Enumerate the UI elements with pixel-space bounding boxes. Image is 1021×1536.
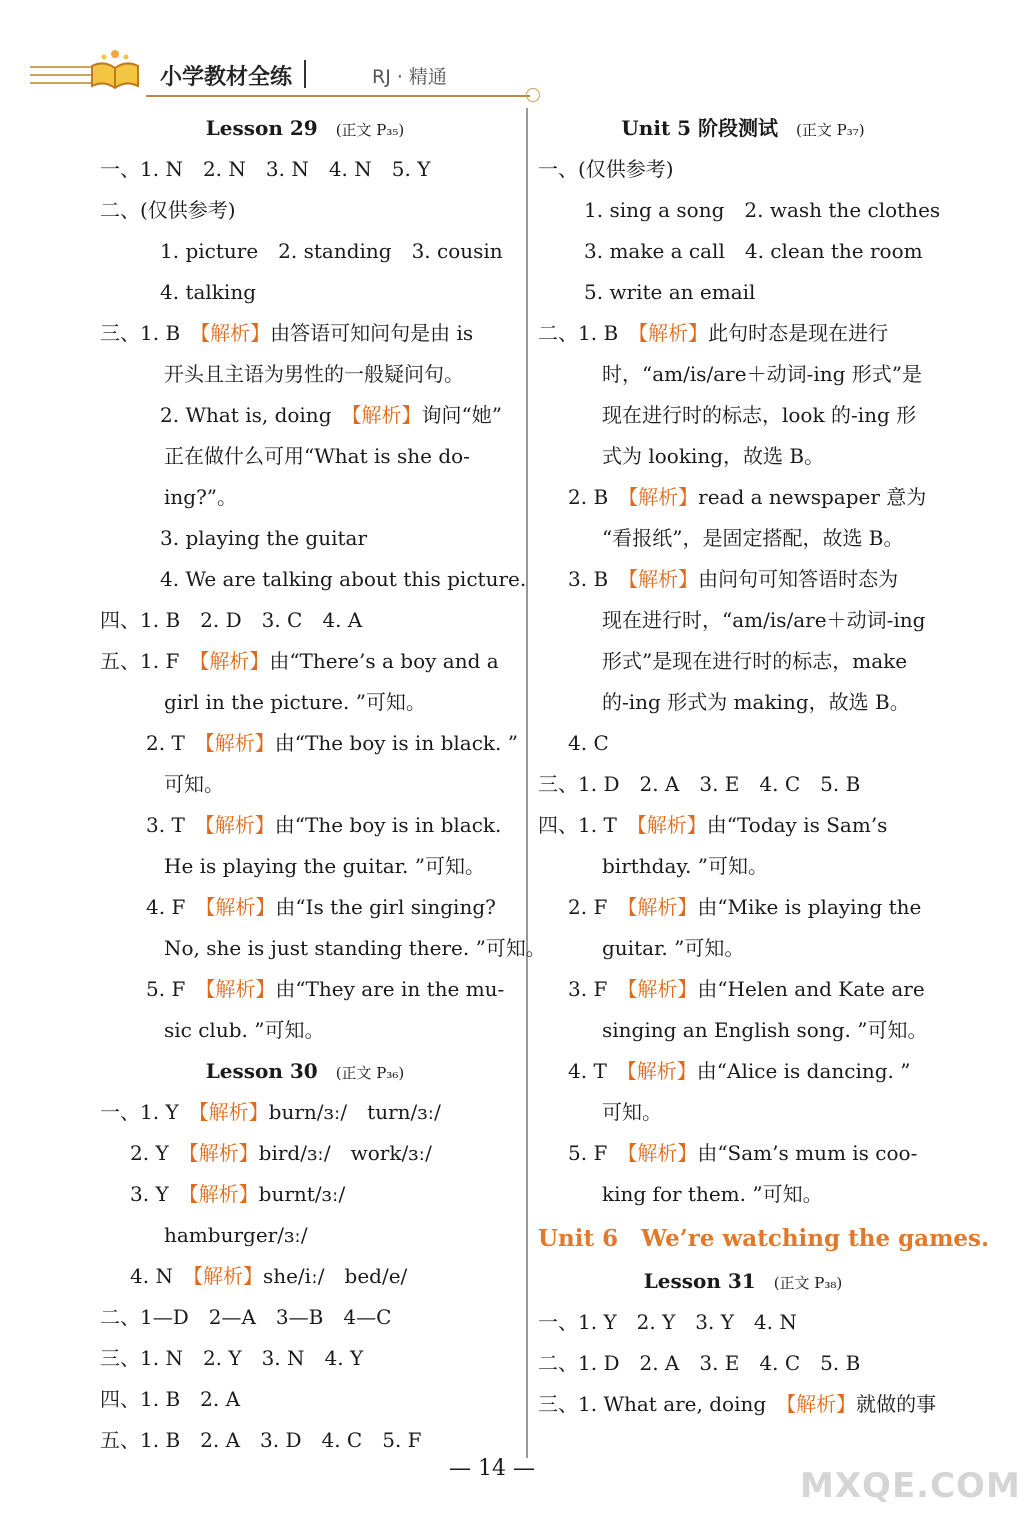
answer-line: 2. T 【解析】由“The boy is in black. ”	[146, 731, 518, 755]
answer-line: ing?”。	[164, 485, 238, 509]
answer-line: 三、1. N 2. Y 3. N 4. Y	[100, 1346, 364, 1370]
analysis-tag: 【解析】	[204, 813, 275, 837]
answer-line: 一、(仅供参考)	[538, 157, 674, 181]
answer-line: 可知。	[602, 1100, 662, 1124]
answer-line: 1. sing a song 2. wash the clothes	[584, 198, 941, 222]
analysis-tag: 【解析】	[627, 895, 698, 919]
answer-line: 形式”是现在进行时的标志，make	[602, 649, 908, 673]
analysis-tag: 【解析】	[628, 567, 699, 591]
answer-line: 一、1. Y 2. Y 3. Y 4. N	[538, 1310, 797, 1334]
answer-line: 二、1. D 2. A 3. E 4. C 5. B	[538, 1351, 861, 1375]
answer-line: guitar. ”可知。	[602, 936, 745, 960]
answer-line: birthday. ”可知。	[602, 854, 768, 878]
answer-line: 3. T 【解析】由“The boy is in black.	[146, 813, 502, 837]
lesson-30-heading: Lesson 30 (正文 P₃₆)	[205, 1059, 405, 1083]
answer-line: “看报纸”，是固定搭配，故选 B。	[602, 526, 904, 550]
answer-line: 一、1. Y 【解析】burn/ɜː/ turn/ɜː/	[100, 1100, 441, 1124]
answer-line: 5. F 【解析】由“Sam’s mum is coo-	[568, 1141, 918, 1165]
answer-line: 二、1. B 【解析】此句时态是现在进行	[538, 321, 889, 345]
answer-line: 1. picture 2. standing 3. cousin	[160, 239, 503, 263]
analysis-tag: 【解析】	[786, 1392, 857, 1416]
analysis-tag: 【解析】	[188, 1182, 259, 1206]
analysis-tag: 【解析】	[198, 1100, 269, 1124]
answer-line: 现在进行时，“am/is/are＋动词-ing	[602, 608, 926, 632]
answer-line: 3. playing the guitar	[160, 526, 368, 550]
analysis-tag: 【解析】	[205, 895, 276, 919]
answer-line: 2. What is, doing 【解析】询问“她”	[160, 403, 502, 427]
analysis-tag: 【解析】	[351, 403, 422, 427]
lesson-31-heading: Lesson 31 (正文 P₃₈)	[643, 1269, 843, 1293]
answer-line: 的-ing 形式为 making，故选 B。	[602, 690, 910, 714]
left-column	[100, 108, 546, 1461]
answer-line: 可知。	[164, 772, 224, 796]
answer-line: 4. F 【解析】由“Is the girl singing?	[146, 895, 496, 919]
answer-line: 4. N 【解析】she/iː/ bed/e/	[130, 1264, 408, 1288]
answer-line: 2. F 【解析】由“Mike is playing the	[568, 895, 922, 919]
analysis-tag: 【解析】	[188, 1141, 259, 1165]
answer-line: 二、1—D 2—A 3—B 4—C	[100, 1305, 392, 1329]
edition-label: RJ · 精通	[372, 66, 447, 88]
answer-line: 三、1. D 2. A 3. E 4. C 5. B	[538, 772, 861, 796]
analysis-tag: 【解析】	[200, 321, 271, 345]
analysis-tag: 【解析】	[628, 485, 699, 509]
answer-line: 5. F 【解析】由“They are in the mu-	[146, 977, 505, 1001]
analysis-tag: 【解析】	[199, 649, 270, 673]
answer-line: 四、1. T 【解析】由“Today is Sam’s	[538, 813, 888, 837]
column-divider	[526, 108, 528, 1458]
answer-line: 5. write an email	[584, 280, 756, 304]
answer-line: 现在进行时的标志，look 的-ing 形	[602, 403, 917, 427]
analysis-tag: 【解析】	[627, 977, 698, 1001]
right-column	[538, 108, 990, 1425]
answer-line: sic club. ”可知。	[164, 1018, 325, 1042]
answer-line: 二、(仅供参考)	[100, 198, 236, 222]
answer-line: 3. make a call 4. clean the room	[584, 239, 923, 263]
page-number: — 14 —	[449, 1456, 535, 1481]
site-watermark: MXQE.COM	[800, 1466, 1021, 1506]
answer-line: singing an English song. ”可知。	[602, 1018, 928, 1042]
lesson-29-heading: Lesson 29 (正文 P₃₅)	[205, 116, 405, 140]
answer-line: 四、1. B 2. D 3. C 4. A	[100, 608, 363, 632]
analysis-tag: 【解析】	[638, 321, 709, 345]
answer-line: 4. talking	[160, 280, 256, 304]
analysis-tag: 【解析】	[204, 731, 275, 755]
answer-line: 式为 looking，故选 B。	[602, 444, 825, 468]
analysis-tag: 【解析】	[626, 1059, 697, 1083]
header-ornament	[526, 88, 540, 102]
answer-line: 五、1. F 【解析】由“There’s a boy and a	[100, 649, 499, 673]
answer-line: 3. B 【解析】由问句可知答语时态为	[568, 567, 899, 591]
answer-line: king for them. ”可知。	[602, 1182, 823, 1206]
answer-line: 三、1. B 【解析】由答语可知问句是由 is	[100, 321, 474, 345]
analysis-tag: 【解析】	[636, 813, 707, 837]
header-rule	[146, 95, 530, 97]
answer-line: 一、1. N 2. N 3. N 4. N 5. Y	[100, 157, 431, 181]
answer-line: No, she is just standing there. ”可知。	[164, 936, 546, 960]
header-separator	[304, 60, 306, 88]
answer-line: 3. F 【解析】由“Helen and Kate are	[568, 977, 925, 1001]
answer-line: hamburger/ɜː/	[164, 1223, 308, 1247]
answer-line: 2. Y 【解析】bird/ɜː/ work/ɜː/	[130, 1141, 432, 1165]
answer-line: 4. C	[568, 731, 609, 755]
answer-line: 三、1. What are, doing 【解析】就做的事	[538, 1392, 937, 1416]
answer-line: girl in the picture. ”可知。	[164, 690, 426, 714]
answer-line: 3. Y 【解析】burnt/ɜː/	[130, 1182, 346, 1206]
page-header	[0, 0, 984, 110]
analysis-tag: 【解析】	[192, 1264, 263, 1288]
analysis-tag: 【解析】	[627, 1141, 698, 1165]
answer-line: He is playing the guitar. ”可知。	[164, 854, 485, 878]
answer-line: 四、1. B 2. A	[100, 1387, 241, 1411]
answer-line: 4. T 【解析】由“Alice is dancing. ”	[568, 1059, 911, 1083]
answer-line: 时，“am/is/are＋动词-ing 形式”是	[602, 362, 922, 386]
answer-line: 4. We are talking about this picture.	[160, 567, 527, 591]
unit-5-test-heading: Unit 5 阶段测试 (正文 P₃₇)	[621, 116, 865, 140]
answer-line: 五、1. B 2. A 3. D 4. C 5. F	[100, 1428, 422, 1452]
unit-6-heading: Unit 6 We’re watching the games.	[538, 1225, 990, 1252]
answer-line: 正在做什么可用“What is she do-	[164, 444, 470, 468]
analysis-tag: 【解析】	[205, 977, 276, 1001]
answer-line: 开头且主语为男性的一般疑问句。	[164, 362, 464, 386]
book-title: 小学教材全练	[160, 65, 293, 90]
open-book-icon	[88, 46, 142, 92]
answer-line: 2. B 【解析】read a newspaper 意为	[568, 485, 927, 509]
